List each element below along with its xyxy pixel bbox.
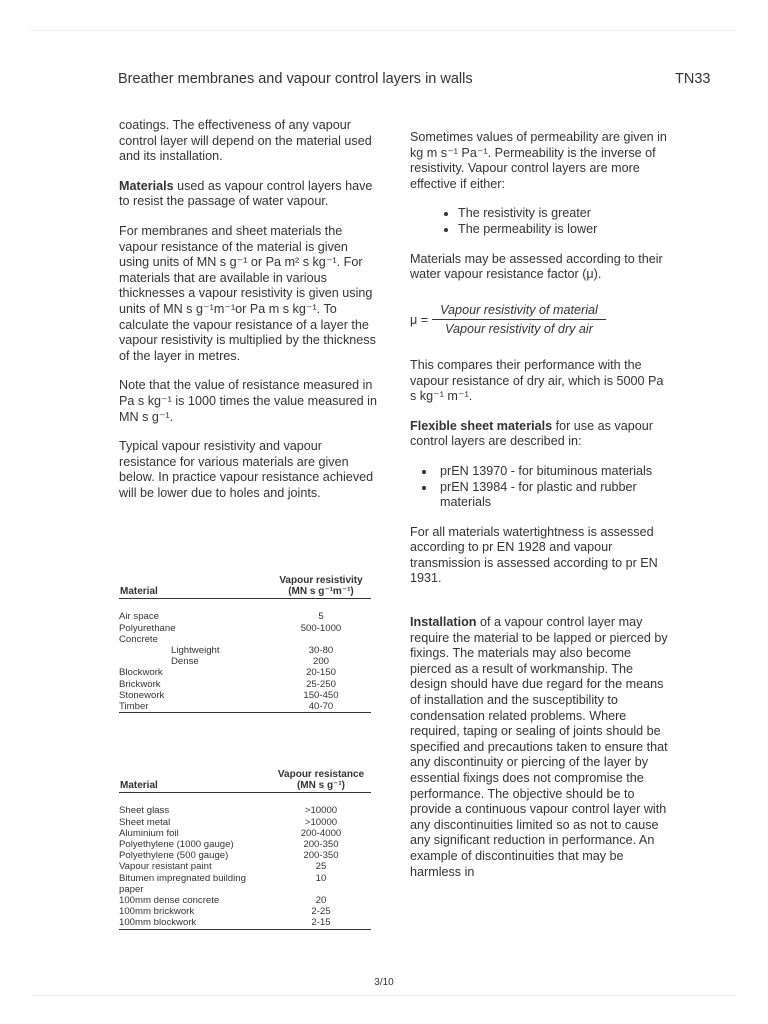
vapour-resistivity-table [119,574,371,713]
material-cell: Dense [171,656,199,668]
right-paragraph-5: For all materials watertightness is assessed according to pr EN 1928 and vapour transmission is assessed according to pr EN 1931. [410,524,658,586]
value-cell: 500-1000 [300,622,342,634]
value-cell: 20 [315,895,327,907]
material-cell: Timber [119,701,149,713]
column-header-material: Material [120,780,158,792]
right-paragraph-1: Sometimes values of permeability are given in kg m s⁻¹ Pa⁻¹. Permeability is the inverse of resistivity. Vapour control layers are more effective if either: [410,130,667,191]
value-cell: 20-150 [306,667,336,679]
material-cell: Polyethylene (1000 gauge) [119,839,234,851]
effectiveness-list [410,206,668,237]
value-cell: 200-350 [303,839,339,851]
flexible-sheet-text: for use as vapour control layers are described in: [410,418,653,449]
list-item: • The resistivity is greater [458,206,668,222]
value-cell: 200-350 [303,850,339,862]
column-header-resistance: Vapour resistance (MN s g⁻¹) [277,769,365,792]
table-header-row [119,768,371,793]
value-cell: 40-70 [308,701,334,713]
table-row [119,861,371,872]
column-header-material: Material [120,586,158,598]
column-header-resistivity: Vapour resistivity (MN s g⁻¹m⁻¹) [279,575,363,598]
materials-bold: Materials [119,178,174,193]
value-cell: 30-80 [308,645,334,657]
table-row [119,701,371,713]
standards-list [410,464,668,511]
left-paragraph-2 [119,179,377,210]
table-row [119,679,371,690]
value-cell: 2-15 [311,917,331,929]
value-cell [271,634,371,645]
table-row [119,906,371,917]
material-cell: Concrete [119,633,158,645]
table-row [119,793,371,817]
vapour-resistance-table [119,768,371,930]
left-paragraph-5: Typical vapour resistivity and vapour resistance for various materials are given below. In practice vapour resistance achieved will be lower due to holes and joints. [119,439,374,500]
table-row [119,895,371,906]
right-paragraph-4 [410,419,668,450]
document-title: Breather membranes and vapour control layers in walls [118,71,473,87]
formula-fraction [432,303,606,338]
material-cell: Polyethylene (500 gauge) [119,850,229,862]
page-number: 3/10 [374,977,394,988]
formula-denominator: Vapour resistivity of dry air [445,322,593,337]
material-cell: Lightweight [171,645,220,657]
table-row [119,656,371,667]
material-cell: 100mm brickwork [119,906,195,918]
value-cell: 10 [315,872,327,884]
left-paragraph-4: Note that the value of resistance measured in Pa s kg⁻¹ is 1000 times the value measured in MN s g⁻¹. [119,378,377,424]
material-cell: Polyurethane [119,622,176,634]
material-cell: Blockwork [119,667,163,679]
list-item: • prEN 13970 - for bituminous materials [436,464,668,480]
list-item: • The permeability is lower [458,222,668,238]
formula-mu: μ = [410,312,429,327]
table-row [119,817,371,828]
installation-text: of a vapour control layer may require the material to be lapped or pierced by fixings. The materials may also become pierced as a result of workmanship. The design should have due regard for the means of installation and the susceptibility to condensation related problems. Where required, taping or sealing of joints should be specified and precautions taken to ensure that any discontinuity or piercing of the layer by essential fixings does not compromise the performance. The objective should be to provide a continuous vapour control layer with any discontinuities limited so as not to cause any significant reduction in performance. An example of discontinuities that may be harmless in [410,615,668,879]
value-cell: >10000 [304,816,338,828]
value-cell: 200 [312,656,329,668]
formula-numerator: Vapour resistivity of material [432,303,606,321]
material-cell: Air space [119,611,159,623]
table-row [119,828,371,839]
value-cell: >10000 [304,805,338,817]
table-row [119,623,371,634]
material-cell: 100mm dense concrete [119,895,220,907]
value-cell: 25 [315,861,327,873]
table-row [119,850,371,861]
table-row [119,690,371,701]
value-cell: 150-450 [303,689,339,701]
left-paragraph-1: coatings. The effectiveness of any vapour control layer will depend on the material used and its installation. [119,118,372,164]
table-row [119,873,371,895]
table-header-row [119,574,371,599]
material-cell: Brickwork [119,678,161,690]
right-column [410,130,668,894]
mu-formula [410,303,668,338]
table-row [119,917,371,929]
value-cell: 25-250 [306,678,336,690]
right-paragraph-2: Materials may be assessed according to their water vapour resistance factor (μ). [410,251,663,282]
right-paragraph-6 [410,615,668,880]
value-cell: 2-25 [311,906,331,918]
table-row [119,599,371,623]
material-cell: 100mm blockwork [119,917,197,929]
value-cell: 5 [318,611,324,623]
value-cell: 200-4000 [300,827,342,839]
material-cell: Vapour resistant paint [119,861,212,873]
left-column [119,118,377,515]
flexible-sheet-bold: Flexible sheet materials [410,418,553,433]
material-cell: Bitumen impregnated building paper [119,872,246,895]
material-cell: Stonework [119,689,165,701]
list-item: • prEN 13984 - for plastic and rubber materials [436,480,668,511]
document-code: TN33 [675,71,711,87]
right-paragraph-3: This compares their performance with the vapour resistance of dry air, which is 5000 Pa s kg⁻¹ m⁻¹. [410,357,664,404]
table-row [119,645,371,656]
table-row [119,839,371,850]
table-row [119,667,371,678]
left-paragraph-3: For membranes and sheet materials the vapour resistance of the material is given using units of MN s g⁻¹ or Pa m² s kg⁻¹. For materials that are available in various thicknesses a vapour resistivity is given using units of MN s g⁻¹m⁻¹or Pa m s kg⁻¹. To calculate the vapour resistance of a layer the vapour resistivity is multiplied by the thickness of the layer in metres. [119,223,376,363]
material-cell: Sheet metal [119,816,171,828]
material-cell: Aluminium foil [119,827,179,839]
materials-text: used as vapour control layers have to resist the passage of water vapour. [119,178,373,209]
table-row [119,634,371,645]
material-cell: Sheet glass [119,805,170,817]
installation-bold: Installation [410,615,477,630]
